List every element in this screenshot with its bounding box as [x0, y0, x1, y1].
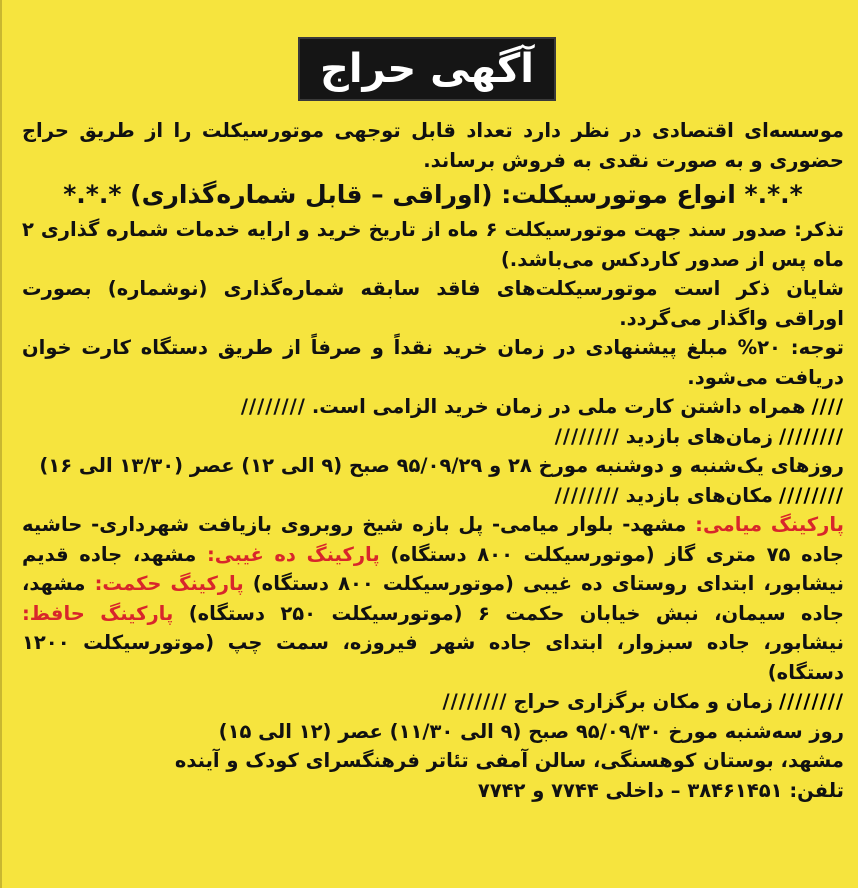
notice-title: آگهی حراج — [298, 37, 556, 101]
parking-list — [22, 510, 844, 687]
plates-note: شایان ذکر است موتورسیکلت‌های فاقد سابقه شماره‌گذاری (نوشماره) بصورت اوراقی واگذار می‌گردد. — [22, 277, 844, 330]
visit-times-label: زمان‌های بازدید — [625, 424, 774, 448]
motorcycle-types-heading: *.*.* انواع موتورسیکلت: (اوراقی – قابل شماره‌گذاری) *.*.* — [63, 180, 803, 209]
slash-divider: //// — [811, 395, 844, 418]
slash-divider: //////// — [240, 395, 306, 418]
parking-detail: مشهد، جاده قدیم نیشابور، ابتدای روستای ده غیبی (موتورسیکلت ۸۰۰ دستگاه) — [22, 542, 844, 595]
auction-label-line — [22, 687, 844, 717]
parking-name: پارکینگ میامی: — [695, 513, 844, 536]
parking-detail: مشهد، جاده سیمان، نبش خیابان حکمت ۶ (موتورسیکلت ۲۵۰ دستگاه) — [22, 572, 844, 625]
parking-name: پارکینگ حکمت: — [94, 572, 244, 595]
id-card-text: همراه داشتن کارت ملی در زمان خرید الزامی است. — [311, 395, 806, 418]
intro-text: موسسه‌ای اقتصادی در نظر دارد تعداد قابل توجهی موتورسیکلت را از طریق حراج حضوری و به صورت نقدی به فروش برساند. — [22, 119, 844, 172]
id-card-line — [22, 392, 844, 422]
parking-name: پارکینگ حافظ: — [22, 601, 174, 625]
notice-body — [22, 116, 844, 805]
parking-name: پارکینگ ده غیبی: — [207, 542, 380, 566]
auction-place: مشهد، بوستان کوهسنگی، سالن آمفی تئاتر فرهنگسرای کودک و آینده — [174, 749, 844, 772]
slash-divider: //////// — [554, 424, 620, 448]
payment-note: توجه: ۲۰% مبلغ پیشنهادی در زمان خرید نقداً و صرفاً از طریق دستگاه کارت خوان دریافت می‌شود. — [22, 336, 844, 389]
slash-divider: //////// — [442, 690, 508, 713]
visit-places-label: مکان‌های بازدید — [625, 483, 774, 507]
slash-divider: //////// — [779, 424, 844, 448]
slash-divider: //////// — [779, 483, 844, 507]
phone-number: تلفن: ۳۸۴۶۱۴۵۱ – داخلی ۷۷۴۴ و ۷۷۴۲ — [477, 778, 844, 802]
reminder-text: تذکر: صدور سند جهت موتورسیکلت ۶ ماه از تاریخ خرید و ارایه خدمات شماره گذاری ۲ ماه پس از صدور کاردکس می‌باشد.) — [22, 218, 844, 271]
visit-times-label-line — [22, 422, 844, 452]
visit-times-text: روزهای یک‌شنبه و دوشنبه مورخ ۲۸ و ۹۵/۰۹/۲۹ صبح (۹ الی ۱۲) عصر (۱۳/۳۰ الی ۱۶) — [39, 454, 844, 477]
slash-divider: //////// — [779, 690, 844, 713]
visit-places-label-line — [22, 481, 844, 511]
parking-detail: نیشابور، جاده سبزوار، ابتدای جاده شهر فیروزه، سمت چپ (موتورسیکلت ۱۲۰۰ دستگاه) — [22, 631, 844, 684]
slash-divider: //////// — [554, 483, 620, 507]
parking-detail: مشهد- بلوار میامی- پل بازه شیخ روبروی بازیافت شهرداری- حاشیه جاده ۷۵ متری گاز (موتورسیکلت ۸۰۰ دستگاه) — [22, 513, 844, 566]
auction-time: روز سه‌شنبه مورخ ۹۵/۰۹/۳۰ صبح (۹ الی ۱۱/۳۰) عصر (۱۲ الی ۱۵) — [218, 719, 844, 743]
auction-label: زمان و مکان برگزاری حراج — [513, 690, 774, 713]
